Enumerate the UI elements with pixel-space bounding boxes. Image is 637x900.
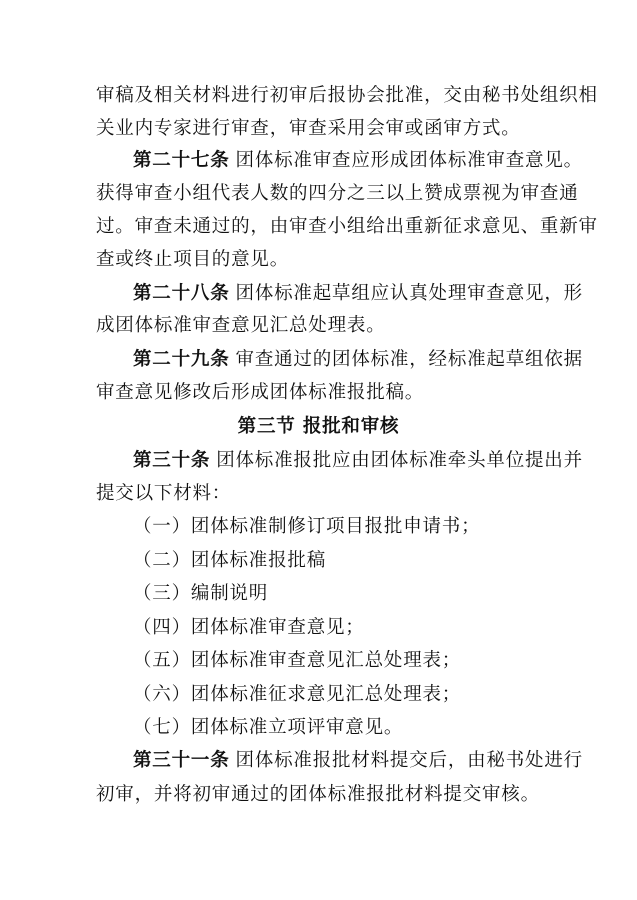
article-31-line-1: 初审，并将初审通过的团体标准报批材料提交审核。 (96, 784, 540, 805)
article-28-label: 第二十八条 (133, 283, 230, 304)
article-29-label: 第二十九条 (133, 349, 230, 370)
article-27-line-2: 过。审查未通过的，由审查小组给出重新征求意见、重新审 (96, 216, 598, 237)
article-30-label: 第三十条 (133, 450, 211, 471)
article-29-line-1: 审查意见修改后形成团体标准报批稿。 (96, 382, 425, 403)
list-item: （六）团体标准征求意见汇总处理表； (133, 684, 462, 705)
article-27-text: 团体标准审查应形成团体标准审查意见。 (235, 150, 583, 171)
article-30-first-line (133, 450, 583, 472)
article-29-text: 审查通过的团体标准，经标准起草组依据 (235, 349, 583, 370)
article-31-text: 团体标准报批材料提交后，由秘书处进行 (235, 750, 583, 771)
article-31-first-line (133, 750, 583, 772)
list-item: （一）团体标准制修订项目报批申请书； (133, 516, 481, 537)
list-item: （四）团体标准审查意见； (133, 617, 365, 638)
article-28-first-line (133, 283, 583, 305)
article-28-text: 团体标准起草组应认真处理审查意见，形 (235, 283, 583, 304)
article-31-label: 第三十一条 (133, 750, 230, 771)
article-27-line-1: 获得审查小组代表人数的四分之三以上赞成票视为审查通 (96, 183, 579, 204)
article-27-label: 第二十七条 (133, 150, 230, 171)
article-27-first-line (133, 150, 583, 172)
list-item: （三）编制说明 (133, 583, 269, 604)
article-29-first-line (133, 349, 583, 371)
list-item: （二）团体标准报批稿 (133, 550, 327, 571)
article-30-line-1: 提交以下材料： (96, 483, 232, 504)
list-item: （七）团体标准立项评审意见。 (133, 717, 404, 738)
list-item: （五）团体标准审查意见汇总处理表； (133, 650, 462, 671)
article-30-text: 团体标准报批应由团体标准牵头单位提出并 (216, 450, 583, 471)
section-heading: 第三节 报批和审核 (237, 416, 400, 437)
article-27-line-3: 查或终止项目的意见。 (96, 249, 290, 270)
continuation-line-2: 关业内专家进行审查，审查采用会审或函审方式。 (96, 118, 521, 139)
continuation-line-1: 审稿及相关材料进行初审后报协会批准，交由秘书处组织相 (96, 85, 598, 106)
article-28-line-1: 成团体标准审查意见汇总处理表。 (96, 315, 386, 336)
